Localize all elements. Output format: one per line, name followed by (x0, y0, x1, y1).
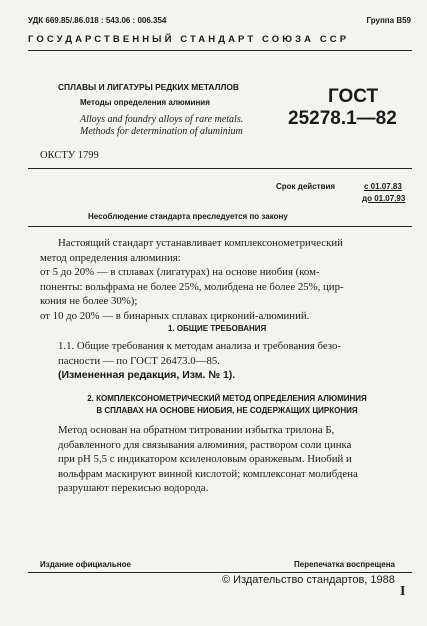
title-en-line2: Methods for determination of aluminium (80, 126, 243, 137)
validity-to: до 01.07.93 (362, 194, 406, 203)
legal-notice: Несоблюдение стандарта преследуется по закону (88, 212, 288, 221)
section2-line: разрушают перекисью водорода. (58, 482, 209, 495)
section1-line: пасности — по ГОСТ 26473.0—85. (58, 354, 220, 367)
intro-line: метод определения алюминия: (40, 251, 181, 264)
section1-paragraph (58, 339, 410, 383)
intro-line: от 10 до 20% — в бинарных сплавах цирконий-алюминий. (40, 309, 310, 322)
copyright: © Издательство стандартов, 1988 (222, 574, 395, 586)
footer-rule (28, 572, 412, 573)
section2-heading-line2: В СПЛАВАХ НА ОСНОВЕ НИОБИЯ, НЕ СОДЕРЖАЩИХ ЦИРКОНИЯ (96, 406, 358, 415)
title-ru-main: СПЛАВЫ И ЛИГАТУРЫ РЕДКИХ МЕТАЛЛОВ (58, 82, 239, 92)
section2-line: добавленного для связывания алюминия, раствором соли цинка (58, 438, 352, 451)
section2-line: вольфрам маскируют винной кислотой; комплексонат молибдена (58, 467, 358, 480)
section2-line: при рН 5,5 с индикатором ксиленоловым оранжевым. Ниобий и (58, 453, 352, 466)
notice-rule (28, 226, 412, 227)
section2-paragraph (58, 423, 410, 496)
section1-line: 1.1. Общие требования к методам анализа и требования безо- (58, 340, 341, 352)
official-edition: Издание официальное (40, 560, 131, 569)
header-rule (28, 50, 412, 51)
gost-label: ГОСТ (328, 86, 379, 107)
section1-revision: (Измененная редакция, Изм. № 1). (58, 369, 236, 382)
intro-line: от 5 до 20% — в сплавах (лигатурах) на основе ниобия (ком- (40, 266, 320, 279)
section2-heading-line1: 2. КОМПЛЕКСОНОМЕТРИЧЕСКИЙ МЕТОД ОПРЕДЕЛЕНИЯ АЛЮМИНИЯ (87, 394, 367, 403)
intro-paragraph (40, 236, 410, 324)
intro-line: Настоящий стандарт устанавливает комплексонометрический (58, 237, 343, 249)
page-number: I (400, 584, 406, 599)
title-ru-sub: Методы определения алюминия (80, 98, 210, 107)
intro-line: кония не более 30%); (40, 295, 138, 308)
gost-number: 25278.1—82 (288, 108, 397, 129)
validity-label: Срок действия (276, 182, 336, 191)
section2-heading (42, 393, 412, 417)
group-code: Группа В59 (366, 16, 411, 25)
title-en-line1: Alloys and foundry alloys of rare metals. (80, 114, 244, 125)
udk-code: УДК 669.85/.86.018 : 543.06 : 006.354 (28, 16, 167, 25)
title-en (80, 114, 243, 138)
reprint-notice: Перепечатка воспрещена (294, 560, 395, 569)
intro-line: поненты: вольфрама не более 25%, молибдена не более 25%, цир- (40, 280, 344, 293)
standard-banner: ГОСУДАРСТВЕННЫЙ СТАНДАРТ СОЮЗА ССР (28, 34, 350, 45)
title-rule (28, 168, 412, 169)
section2-line: Метод основан на обратном титровании избытка трилона Б, (58, 424, 335, 436)
validity-from: с 01.07.83 (364, 182, 402, 191)
section1-heading: 1. ОБЩИЕ ТРЕБОВАНИЯ (168, 324, 267, 333)
okstu-code: ОКСТУ 1799 (40, 150, 99, 161)
